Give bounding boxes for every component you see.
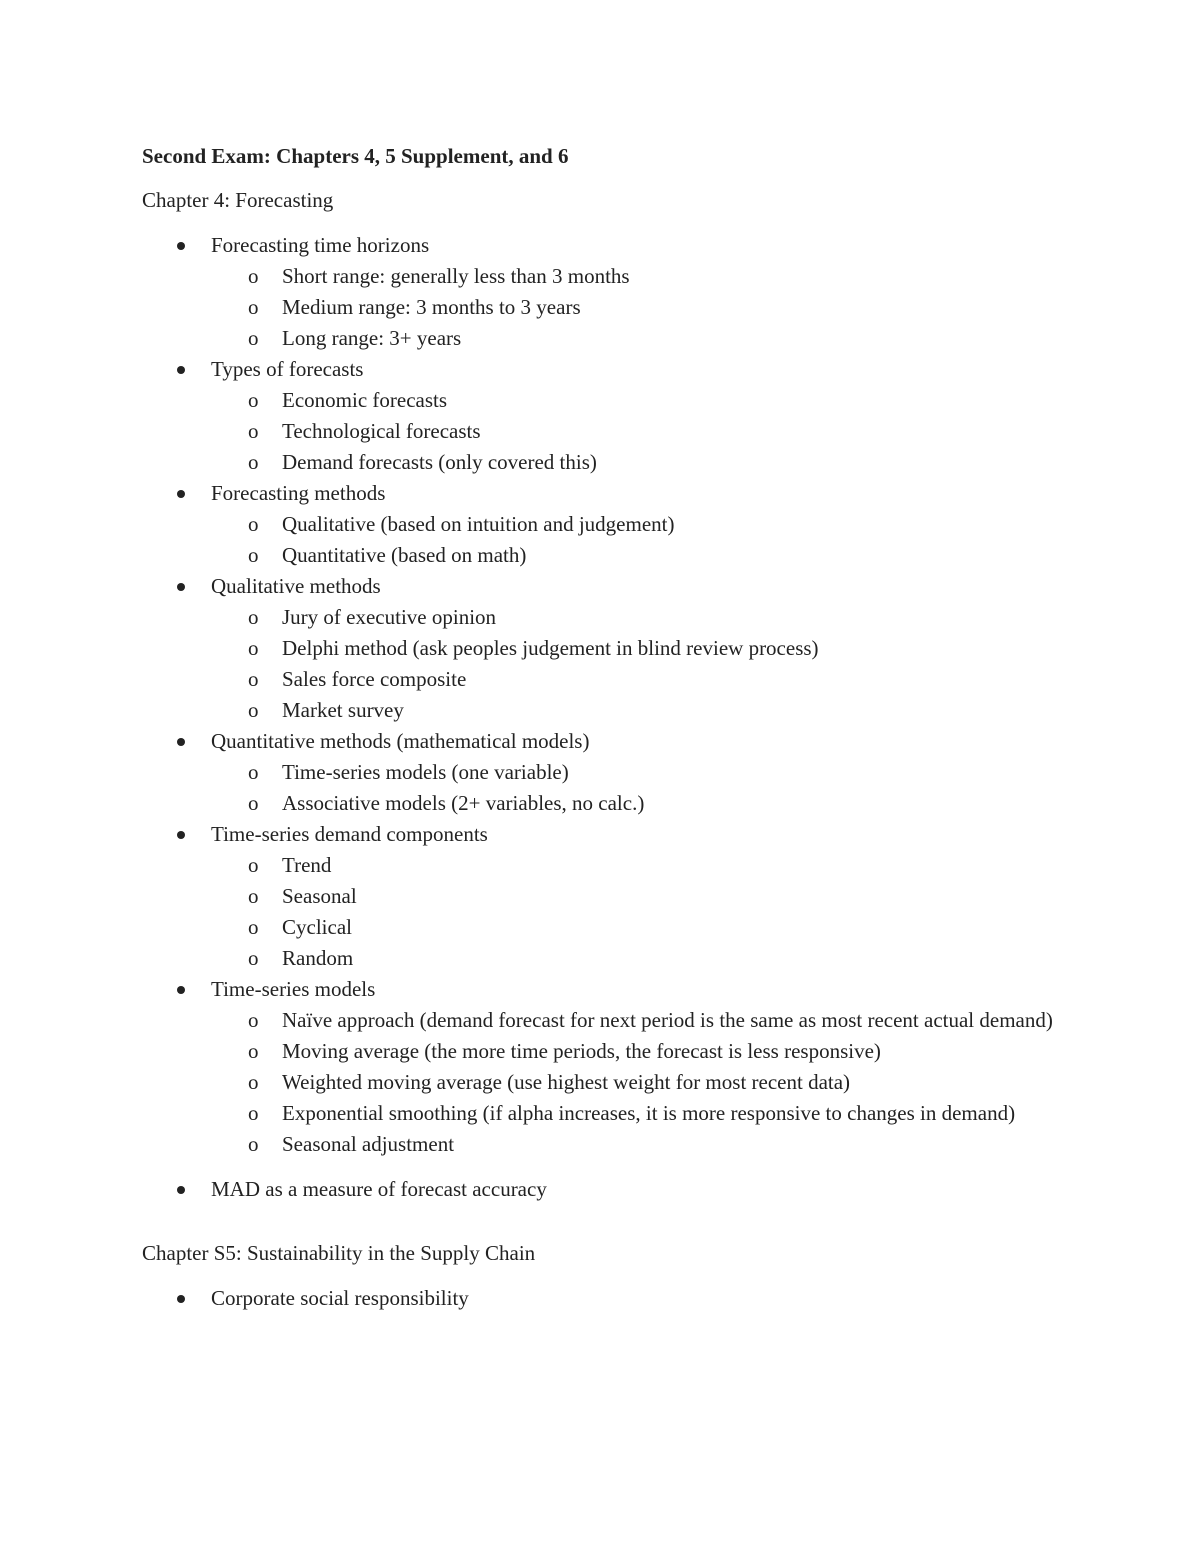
sub-item-label: Market survey bbox=[282, 698, 404, 722]
sub-item-label: Medium range: 3 months to 3 years bbox=[282, 295, 581, 319]
bullet-label: Corporate social responsibility bbox=[211, 1286, 469, 1310]
document-title: Second Exam: Chapters 4, 5 Supplement, and 6 bbox=[142, 144, 569, 168]
sub-item-label: Demand forecasts (only covered this) bbox=[282, 450, 597, 474]
sub-item-label: Economic forecasts bbox=[282, 388, 448, 412]
chapter-4-outline bbox=[142, 230, 1082, 1205]
bullet-label: Forecasting methods bbox=[211, 481, 386, 505]
sub-item-label: Moving average (the more time periods, the forecast is less responsive) bbox=[282, 1039, 881, 1063]
outline-bullet-item bbox=[142, 1283, 1082, 1314]
bullet-dot-icon bbox=[177, 831, 185, 839]
sub-item-label: Jury of executive opinion bbox=[282, 605, 497, 629]
hollow-bullet-icon: o bbox=[248, 295, 259, 319]
bullet-label: Forecasting time horizons bbox=[211, 233, 430, 257]
outline-bullet-item bbox=[142, 974, 1082, 1160]
sub-item-label: Delphi method (ask peoples judgement in blind review process) bbox=[282, 636, 819, 660]
outline-sub-item bbox=[142, 633, 1082, 664]
bullet-label: Types of forecasts bbox=[211, 357, 364, 381]
outline-sub-item bbox=[142, 850, 1082, 881]
hollow-bullet-icon: o bbox=[248, 388, 259, 412]
bullet-label: Quantitative methods (mathematical models) bbox=[211, 729, 590, 753]
sub-item-label: Naïve approach (demand forecast for next period is the same as most recent actual demand) bbox=[282, 1008, 1053, 1032]
outline-bullet-item bbox=[142, 726, 1082, 819]
sub-item-label: Seasonal bbox=[282, 884, 357, 908]
sub-outline bbox=[142, 602, 1082, 726]
bullet-dot-icon bbox=[177, 490, 185, 498]
outline-bullet-item bbox=[142, 571, 1082, 726]
outline-bullet-item bbox=[142, 478, 1082, 571]
hollow-bullet-icon: o bbox=[248, 1008, 259, 1032]
hollow-bullet-icon: o bbox=[248, 1132, 259, 1156]
outline-sub-item bbox=[142, 385, 1082, 416]
sub-item-label: Random bbox=[282, 946, 354, 970]
sub-item-label: Exponential smoothing (if alpha increases, it is more responsive to changes in demand) bbox=[282, 1101, 1016, 1125]
hollow-bullet-icon: o bbox=[248, 915, 259, 939]
sub-item-label: Sales force composite bbox=[282, 667, 467, 691]
sub-item-label: Short range: generally less than 3 months bbox=[282, 264, 630, 288]
hollow-bullet-icon: o bbox=[248, 450, 259, 474]
sub-item-label: Technological forecasts bbox=[282, 419, 481, 443]
outline-sub-item bbox=[142, 602, 1082, 633]
sub-item-label: Trend bbox=[282, 853, 332, 877]
sub-item-label: Qualitative (based on intuition and judgement) bbox=[282, 512, 675, 536]
outline-sub-item bbox=[142, 695, 1082, 726]
hollow-bullet-icon: o bbox=[248, 326, 259, 350]
sub-item-label: Cyclical bbox=[282, 915, 352, 939]
hollow-bullet-icon: o bbox=[248, 667, 259, 691]
hollow-bullet-icon: o bbox=[248, 543, 259, 567]
outline-sub-item bbox=[142, 881, 1082, 912]
outline-sub-item bbox=[142, 912, 1082, 943]
outline-sub-item bbox=[142, 540, 1082, 571]
outline-bullet-item bbox=[142, 354, 1082, 478]
outline-sub-item bbox=[142, 1036, 1082, 1067]
outline-sub-item bbox=[142, 1098, 1082, 1129]
hollow-bullet-icon: o bbox=[248, 636, 259, 660]
bullet-label: Qualitative methods bbox=[211, 574, 381, 598]
outline-bullet-item bbox=[142, 819, 1082, 974]
outline-bullet-item bbox=[142, 1174, 1082, 1205]
sub-item-label: Weighted moving average (use highest weight for most recent data) bbox=[282, 1070, 851, 1094]
outline-sub-item bbox=[142, 323, 1082, 354]
sub-item-label: Associative models (2+ variables, no calc.) bbox=[282, 791, 645, 815]
bullet-dot-icon bbox=[177, 242, 185, 250]
bullet-label: MAD as a measure of forecast accuracy bbox=[211, 1177, 547, 1201]
hollow-bullet-icon: o bbox=[248, 946, 259, 970]
hollow-bullet-icon: o bbox=[248, 1039, 259, 1063]
chapter-s5-outline bbox=[142, 1283, 1082, 1314]
hollow-bullet-icon: o bbox=[248, 884, 259, 908]
outline-sub-item bbox=[142, 509, 1082, 540]
hollow-bullet-icon: o bbox=[248, 512, 259, 536]
sub-item-label: Time-series models (one variable) bbox=[282, 760, 569, 784]
sub-item-label: Long range: 3+ years bbox=[282, 326, 462, 350]
hollow-bullet-icon: o bbox=[248, 698, 259, 722]
hollow-bullet-icon: o bbox=[248, 605, 259, 629]
sub-outline bbox=[142, 385, 1082, 478]
outline-sub-item bbox=[142, 1129, 1082, 1160]
sub-outline bbox=[142, 1005, 1082, 1160]
hollow-bullet-icon: o bbox=[248, 419, 259, 443]
hollow-bullet-icon: o bbox=[248, 760, 259, 784]
hollow-bullet-icon: o bbox=[248, 264, 259, 288]
outline-sub-item bbox=[142, 261, 1082, 292]
outline-sub-item bbox=[142, 757, 1082, 788]
sub-outline bbox=[142, 261, 1082, 354]
bullet-dot-icon bbox=[177, 986, 185, 994]
sub-item-label: Seasonal adjustment bbox=[282, 1132, 455, 1156]
bullet-dot-icon bbox=[177, 366, 185, 374]
bullet-dot-icon bbox=[177, 1186, 185, 1194]
document-page bbox=[142, 142, 1082, 1314]
outline-sub-item bbox=[142, 664, 1082, 695]
outline-sub-item bbox=[142, 788, 1082, 819]
chapter-s5-heading: Chapter S5: Sustainability in the Supply Chain bbox=[142, 1241, 536, 1265]
sub-item-label: Quantitative (based on math) bbox=[282, 543, 527, 567]
bullet-label: Time-series demand components bbox=[211, 822, 488, 846]
chapter-4-heading: Chapter 4: Forecasting bbox=[142, 188, 334, 212]
sub-outline bbox=[142, 509, 1082, 571]
outline-bullet-item bbox=[142, 230, 1082, 354]
bullet-label: Time-series models bbox=[211, 977, 376, 1001]
outline-sub-item bbox=[142, 1067, 1082, 1098]
outline-sub-item bbox=[142, 416, 1082, 447]
outline-sub-item bbox=[142, 447, 1082, 478]
sub-outline bbox=[142, 757, 1082, 819]
outline-sub-item bbox=[142, 943, 1082, 974]
hollow-bullet-icon: o bbox=[248, 853, 259, 877]
hollow-bullet-icon: o bbox=[248, 1070, 259, 1094]
bullet-dot-icon bbox=[177, 583, 185, 591]
hollow-bullet-icon: o bbox=[248, 1101, 259, 1125]
hollow-bullet-icon: o bbox=[248, 791, 259, 815]
bullet-dot-icon bbox=[177, 1295, 185, 1303]
outline-sub-item bbox=[142, 1005, 1082, 1036]
sub-outline bbox=[142, 850, 1082, 974]
outline-sub-item bbox=[142, 292, 1082, 323]
bullet-dot-icon bbox=[177, 738, 185, 746]
